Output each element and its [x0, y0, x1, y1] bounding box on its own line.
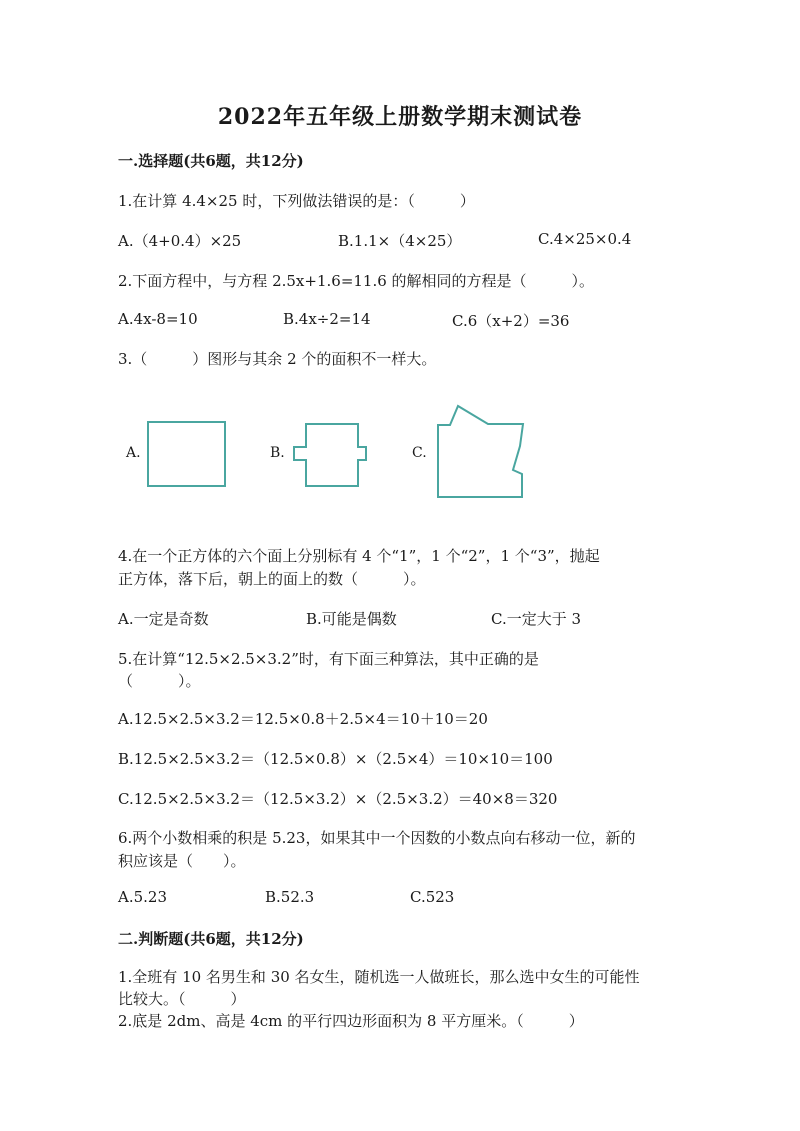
question-5-option-a: A.12.5×2.5×3.2＝12.5×0.8＋2.5×4＝10＋10＝20	[118, 710, 488, 728]
question-1-option-c: C.4×25×0.4	[538, 230, 632, 248]
question-6-line-1: 6.两个小数相乘的积是 5.23，如果其中一个因数的小数点向右移动一位，新的	[118, 829, 636, 847]
question-1-option-a: A.（4+0.4）×25	[118, 232, 242, 250]
figure-c-irregular-shape	[438, 406, 523, 497]
question-1-text: 1.在计算 4.4×25 时，下列做法错误的是：（ ）	[118, 192, 475, 210]
question-6-line-2: 积应该是（ ）。	[118, 852, 246, 870]
page-title: 2022年五年级上册数学期末测试卷	[217, 104, 583, 130]
question-4-option-c: C.一定大于 3	[491, 610, 582, 628]
question-4-line-1: 4.在一个正方体的六个面上分别标有 4 个“1”，1 个“2”，1 个“3”，抛起	[118, 547, 600, 565]
question-4-option-b: B.可能是偶数	[306, 610, 397, 628]
question-2-text: 2.下面方程中，与方程 2.5x+1.6=11.6 的解相同的方程是（ ）。	[118, 272, 595, 290]
section-heading-judgement: 二.判断题(共6题，共12分)	[118, 930, 304, 948]
question-1-option-b: B.1.1×（4×25）	[338, 232, 462, 250]
question-4-option-a: A.一定是奇数	[118, 610, 209, 628]
figure-a-rectangle	[148, 422, 225, 486]
section-heading-choice: 一.选择题(共6题，共12分)	[118, 152, 304, 170]
question-6-option-a: A.5.23	[118, 888, 167, 906]
figure-b-notched-shape	[294, 424, 366, 486]
question-6-option-b: B.52.3	[265, 888, 315, 906]
figure-label-b: B.	[270, 445, 285, 461]
question-5-option-b: B.12.5×2.5×3.2＝（12.5×0.8）×（2.5×4）＝10×10＝100	[118, 750, 553, 768]
question-5-line-1: 5.在计算“12.5×2.5×3.2”时，有下面三种算法，其中正确的是	[118, 650, 539, 668]
question-4-line-2: 正方体，落下后，朝上的面上的数（ ）。	[118, 570, 426, 588]
figure-label-a: A.	[126, 445, 141, 461]
question-2-option-a: A.4x-8=10	[118, 310, 198, 328]
question-3-text: 3.（ ）图形与其余 2 个的面积不一样大。	[118, 350, 437, 368]
question-5-option-c: C.12.5×2.5×3.2＝（12.5×3.2）×（2.5×3.2）＝40×8＝320	[118, 790, 558, 808]
judgement-1-line-2: 比较大。（ ）	[118, 990, 246, 1008]
question-3-figures	[120, 400, 540, 510]
question-2-option-c: C.6（x+2）=36	[452, 312, 570, 330]
figure-label-c: C.	[412, 445, 427, 461]
question-2-option-b: B.4x÷2=14	[283, 310, 371, 328]
judgement-2-text: 2.底是 2dm、高是 4cm 的平行四边形面积为 8 平方厘米。（ ）	[118, 1012, 584, 1030]
question-6-option-c: C.523	[410, 888, 455, 906]
question-5-line-2: （ ）。	[118, 672, 201, 690]
judgement-1-line-1: 1.全班有 10 名男生和 30 名女生，随机选一人做班长，那么选中女生的可能性	[118, 968, 640, 986]
